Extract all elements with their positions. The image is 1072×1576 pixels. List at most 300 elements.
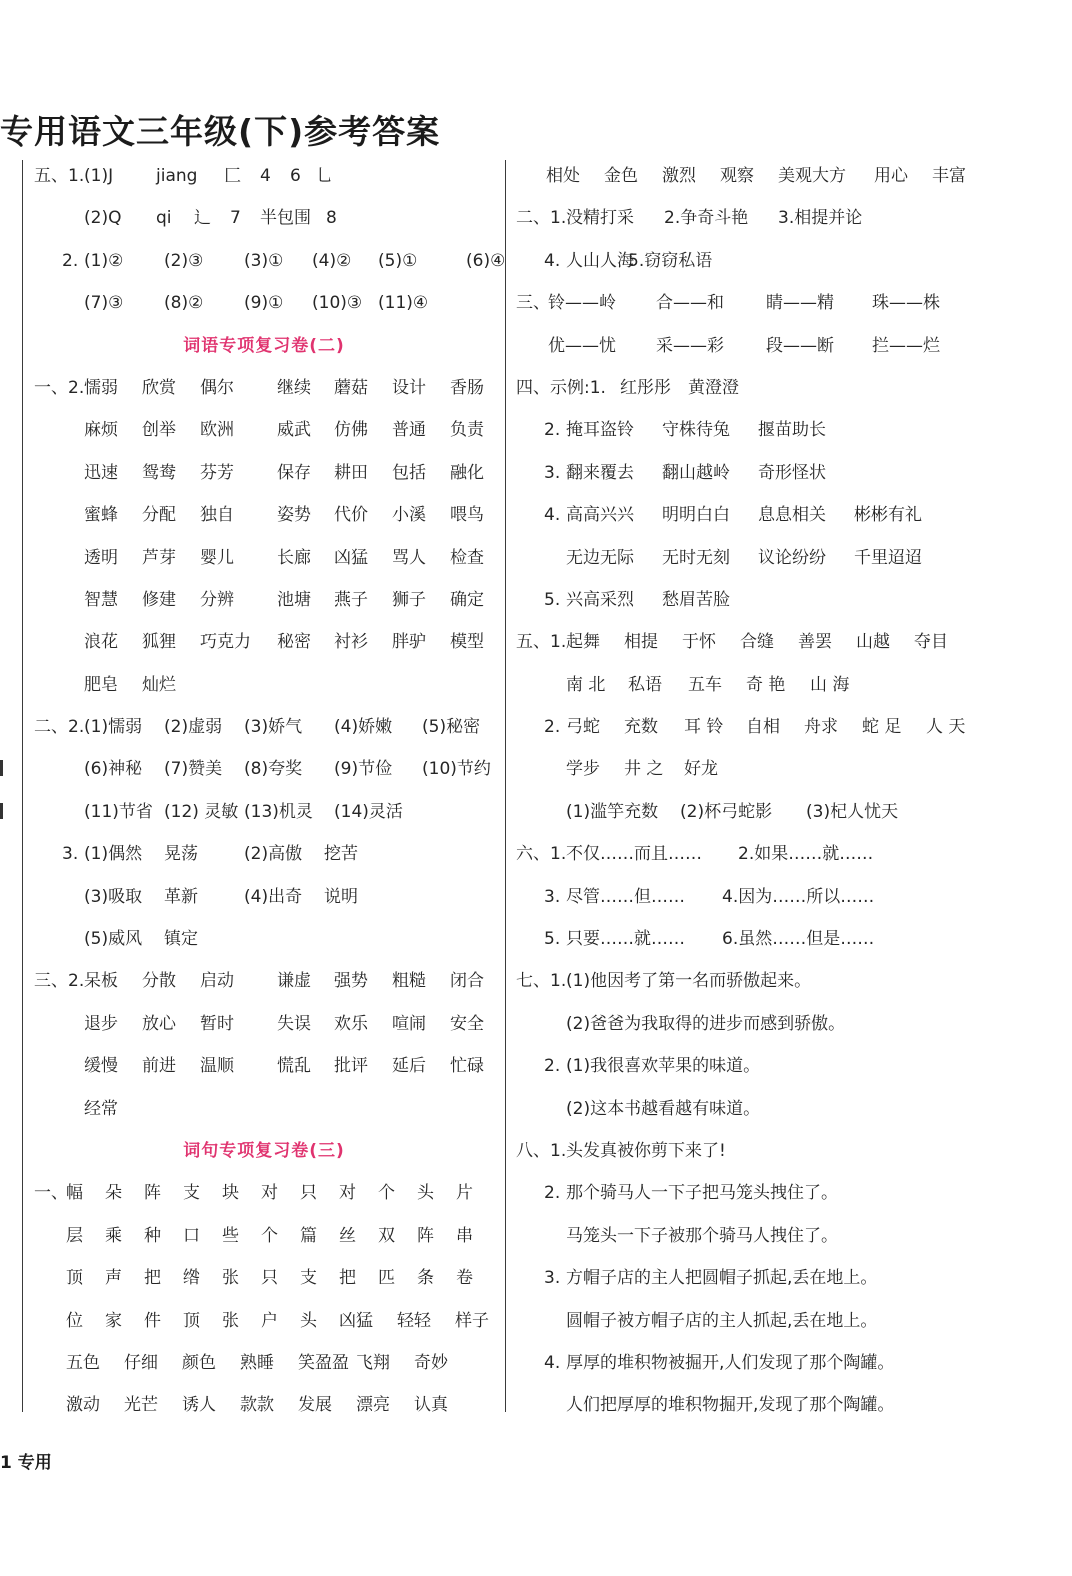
answer-line <box>34 409 494 451</box>
answer-item: 笑盈盈 <box>298 1352 349 1373</box>
question-label: 3. <box>62 844 79 865</box>
answer-item: 丝 <box>339 1225 356 1246</box>
answer-item: 分散 <box>142 971 176 992</box>
answer-line <box>516 1384 1056 1426</box>
answer-item: (10)③ <box>312 293 363 314</box>
answer-item: 顶 <box>66 1268 83 1289</box>
answer-line <box>34 621 494 663</box>
answer-item: 议论纷纷 <box>758 547 826 568</box>
answer-item: 懦弱 <box>84 377 118 398</box>
answer-item: 珠——株 <box>872 293 940 314</box>
answer-item: (2)爸爸为我取得的进步而感到骄傲。 <box>566 1013 846 1034</box>
answer-line <box>34 664 494 706</box>
answer-line <box>516 1045 1056 1087</box>
answer-item: 分配 <box>142 505 176 526</box>
answer-item: 诱人 <box>182 1395 216 1416</box>
answer-item: (1)② <box>84 250 124 271</box>
answer-item: 丰富 <box>932 166 966 186</box>
answer-line <box>516 1130 1056 1172</box>
answer-item: 发展 <box>298 1395 332 1416</box>
answer-item: 欢乐 <box>334 1013 368 1034</box>
answer-item: 对 <box>339 1183 356 1204</box>
answer-item: 位 <box>66 1310 83 1331</box>
answer-item: 厚厚的堆积物被掘开,人们发现了那个陶罐。 <box>566 1352 895 1373</box>
answer-item: 高高兴兴 <box>566 505 634 526</box>
answer-item: 晃荡 <box>164 844 198 865</box>
answer-item: 黄澄澄 <box>688 377 739 398</box>
answer-line <box>516 1300 1056 1342</box>
answer-item: 颜色 <box>182 1352 216 1373</box>
answer-item: (3)杞人忧天 <box>806 801 899 822</box>
answer-item: 匹 <box>378 1268 395 1289</box>
answer-line <box>34 494 494 536</box>
answer-item: 只 <box>261 1268 278 1289</box>
answer-line <box>516 1172 1056 1214</box>
answer-item: 延后 <box>392 1056 426 1077</box>
answer-item: 奇 艳 <box>746 674 786 695</box>
answer-item: 户 <box>261 1310 278 1331</box>
answer-item: 6 <box>290 166 301 186</box>
question-label: 一、2. <box>34 377 85 398</box>
answer-item: 山 海 <box>810 674 850 695</box>
answer-item: 融化 <box>450 462 484 483</box>
answer-item: qi <box>156 208 172 229</box>
answer-item: 浪花 <box>84 632 118 653</box>
answer-item: 分辨 <box>200 589 234 610</box>
answer-line <box>34 1342 494 1384</box>
answer-line <box>34 706 494 748</box>
answer-item: 鸳鸯 <box>142 462 176 483</box>
answer-item: 掩耳盗铃 <box>566 420 634 441</box>
question-label: 2. <box>544 717 561 738</box>
answer-item: 息息相关 <box>758 505 826 526</box>
answer-item: 芦芽 <box>142 547 176 568</box>
answer-item: (3)吸取 <box>84 886 143 907</box>
answer-line <box>516 918 1056 960</box>
answer-item: 6.虽然……但是…… <box>722 929 875 950</box>
answer-line <box>516 960 1056 1002</box>
answer-item: 辶 <box>194 208 211 229</box>
answer-item: 5.窃窃私语 <box>628 250 713 271</box>
answer-item: 卷 <box>456 1268 473 1289</box>
question-label: 4. <box>544 250 561 271</box>
answer-item: 片 <box>456 1183 473 1204</box>
answer-line <box>34 537 494 579</box>
answer-item: 谦虚 <box>277 971 311 992</box>
answer-item: (7)赞美 <box>164 759 223 780</box>
answer-item: (1)他因考了第一名而骄傲起来。 <box>566 971 812 992</box>
answer-item: 4.因为……所以…… <box>722 886 875 907</box>
answer-item: 些 <box>222 1225 239 1246</box>
answer-line <box>34 155 494 197</box>
answer-item: 合缝 <box>740 632 774 653</box>
question-label: 4. <box>544 1352 561 1373</box>
answer-item: 胖驴 <box>392 632 426 653</box>
answer-item: 合——和 <box>656 293 724 314</box>
answer-item: 守株待兔 <box>662 420 730 441</box>
section-heading: 词句专项复习卷(三) <box>183 1140 345 1161</box>
answer-item: 修建 <box>142 589 176 610</box>
answer-item: (4)娇嫩 <box>334 717 393 738</box>
answer-line <box>34 833 494 875</box>
answer-item: 揠苗助长 <box>758 420 826 441</box>
answer-item: 2.如果……就…… <box>738 844 874 865</box>
answer-item: 南 北 <box>566 674 606 695</box>
answer-line <box>516 748 1056 790</box>
answer-item: (1)我很喜欢苹果的味道。 <box>566 1056 761 1077</box>
answer-item: 串 <box>456 1225 473 1246</box>
answer-line <box>34 1384 494 1426</box>
answer-item: 充数 <box>624 717 658 738</box>
answer-item: (1)偶然 <box>84 844 143 865</box>
answer-item: 革新 <box>164 886 198 907</box>
answer-item: 燕子 <box>334 589 368 610</box>
question-label: 5. <box>544 589 561 610</box>
answer-item: 只 <box>300 1183 317 1204</box>
answer-item: 尽管……但…… <box>566 886 685 907</box>
answer-item: 睛——精 <box>766 293 834 314</box>
answer-item: 仔细 <box>124 1352 158 1373</box>
answer-item: 忙碌 <box>450 1056 484 1077</box>
answer-line <box>516 494 1056 536</box>
answer-item: 闭合 <box>450 971 484 992</box>
answer-item: (10)节约 <box>422 759 491 780</box>
answer-item: 把 <box>144 1268 161 1289</box>
answer-item: 私语 <box>628 674 662 695</box>
answer-item: (2)这本书越看越有味道。 <box>566 1098 761 1119</box>
answer-item: 支 <box>300 1268 317 1289</box>
question-label: 五、1. <box>34 166 85 186</box>
answer-item: 小溪 <box>392 505 426 526</box>
answer-item: 头发真被你剪下来了! <box>566 1140 726 1161</box>
answer-line <box>516 452 1056 494</box>
answer-item: (9)节俭 <box>334 759 393 780</box>
answer-line <box>34 918 494 960</box>
question-label: 五、1. <box>516 632 567 653</box>
answer-item: 乚 <box>316 166 333 186</box>
answer-item: 段——断 <box>766 335 834 356</box>
answer-item: 铃——岭 <box>548 293 616 314</box>
answer-item: (6)④ <box>466 250 506 271</box>
answer-line <box>34 1215 494 1257</box>
answer-item: 蛇 足 <box>862 717 902 738</box>
answer-item: 头 <box>300 1310 317 1331</box>
left-column <box>34 155 506 1427</box>
question-label: 四、示例:1. <box>516 377 606 398</box>
answer-line <box>516 240 1056 282</box>
answer-item: 把 <box>339 1268 356 1289</box>
question-label: 一、 <box>34 1183 68 1204</box>
answer-item: 个 <box>378 1183 395 1204</box>
margin-mark <box>0 803 3 819</box>
answer-item: 种 <box>144 1225 161 1246</box>
answer-item: 层 <box>66 1225 83 1246</box>
question-label: 3. <box>544 462 561 483</box>
answer-item: 说明 <box>324 886 358 907</box>
answer-item: 批评 <box>334 1056 368 1077</box>
answer-item: 五车 <box>688 674 722 695</box>
section-heading: 词语专项复习卷(二) <box>183 335 345 356</box>
answer-item: (9)① <box>244 293 284 314</box>
answer-line <box>34 240 506 282</box>
answer-item: (4)② <box>312 250 352 271</box>
answer-line <box>516 282 1056 324</box>
answer-item: 马笼头一下子被那个骑马人拽住了。 <box>566 1225 838 1246</box>
answer-line <box>34 367 494 409</box>
answer-item: 欣赏 <box>142 377 176 398</box>
answer-item: 人们把厚厚的堆积物掘开,发现了那个陶罐。 <box>566 1395 895 1416</box>
answer-item: 块 <box>222 1183 239 1204</box>
answer-item: 拦——烂 <box>872 335 940 356</box>
answer-item: 肥皂 <box>84 674 118 695</box>
answer-item: 8 <box>326 208 337 229</box>
answer-item: 漂亮 <box>356 1395 390 1416</box>
answer-item: (3)娇气 <box>244 717 303 738</box>
answer-item: 幅 <box>66 1183 83 1204</box>
answer-item: 前进 <box>142 1056 176 1077</box>
answer-item: 张 <box>222 1310 239 1331</box>
answer-item: 狐狸 <box>142 632 176 653</box>
answer-item: 学步 <box>566 759 600 780</box>
question-label: 八、1. <box>516 1140 567 1161</box>
answer-item: (3)① <box>244 250 284 271</box>
answer-item: 耕田 <box>334 462 368 483</box>
answer-item: 3.相提并论 <box>778 208 863 229</box>
answer-item: 池塘 <box>277 589 311 610</box>
answer-item: 蘑菇 <box>334 377 368 398</box>
answer-item: 只要……就…… <box>566 929 685 950</box>
answer-item: (2)③ <box>164 250 204 271</box>
question-label: 二、1. <box>516 208 567 229</box>
answer-item: 衬衫 <box>334 632 368 653</box>
answer-line <box>34 791 494 833</box>
answer-item: 无时无刻 <box>662 547 730 568</box>
answer-item: 独自 <box>200 505 234 526</box>
answer-item: 个 <box>261 1225 278 1246</box>
answer-item: 透明 <box>84 547 118 568</box>
answer-line <box>34 1300 494 1342</box>
answer-item: 井 之 <box>624 759 664 780</box>
left-margin-rule <box>22 160 23 1412</box>
answer-item: 包括 <box>392 462 426 483</box>
question-label: 三、 <box>516 293 550 314</box>
answer-item: 熟睡 <box>240 1352 274 1373</box>
answer-item: 于怀 <box>682 632 716 653</box>
answer-line <box>34 748 494 790</box>
answer-item: 负责 <box>450 420 484 441</box>
answer-item: 采——彩 <box>656 335 724 356</box>
answer-item: (6)神秘 <box>84 759 143 780</box>
page-title: 专用语文三年级(下)参考答案 <box>0 112 441 151</box>
answer-item: 智慧 <box>84 589 118 610</box>
answer-line <box>34 1045 494 1087</box>
answer-line <box>516 876 1056 918</box>
answer-item: 人山人海 <box>566 250 634 271</box>
answer-item: 半包围 <box>260 208 311 229</box>
answer-item: 激动 <box>66 1395 100 1416</box>
answer-line <box>516 197 1056 239</box>
question-label: 4. <box>544 505 561 526</box>
question-label: 2. <box>544 420 561 441</box>
answer-line <box>34 579 494 621</box>
answer-item: 五色 <box>66 1352 100 1373</box>
answer-item: 金色 <box>604 166 638 186</box>
answer-item: 彬彬有礼 <box>854 505 922 526</box>
answer-item: 善罢 <box>798 632 832 653</box>
answer-item: 条 <box>417 1268 434 1289</box>
question-label: 三、2. <box>34 971 85 992</box>
answer-line <box>516 621 1056 663</box>
answer-item: 对 <box>261 1183 278 1204</box>
answer-item: 相提 <box>624 632 658 653</box>
answer-item: 圆帽子被方帽子店的主人抓起,丢在地上。 <box>566 1310 878 1331</box>
answer-item: 婴儿 <box>200 547 234 568</box>
answer-item: 威武 <box>277 420 311 441</box>
answer-item: (11)节省 <box>84 801 153 822</box>
answer-item: 确定 <box>450 589 484 610</box>
answer-item: 夺目 <box>914 632 948 653</box>
answer-item: 放心 <box>142 1013 176 1034</box>
answer-item: 慌乱 <box>277 1056 311 1077</box>
answer-item: 声 <box>105 1268 122 1289</box>
answer-item: 兴高采烈 <box>566 589 634 610</box>
answer-line <box>516 791 1056 833</box>
answer-item: 乘 <box>105 1225 122 1246</box>
answer-item: 保存 <box>277 462 311 483</box>
answer-item: 挖苦 <box>324 844 358 865</box>
answer-item: 弓蛇 <box>566 717 600 738</box>
answer-item: 强势 <box>334 971 368 992</box>
answer-item: 镇定 <box>164 929 198 950</box>
answer-line <box>516 1215 1056 1257</box>
answer-item: 愁眉苦脸 <box>662 589 730 610</box>
answer-item: 飞翔 <box>356 1352 390 1373</box>
answer-item: (2)高傲 <box>244 844 303 865</box>
answer-item: 口 <box>183 1225 200 1246</box>
answer-item: 粗糙 <box>392 971 426 992</box>
answer-item: jiang <box>156 166 198 186</box>
answer-item: 7 <box>230 208 241 229</box>
question-label: 二、2. <box>34 717 85 738</box>
answer-item: 家 <box>105 1310 122 1331</box>
column-divider <box>505 160 506 1412</box>
answer-item: 灿烂 <box>142 674 176 695</box>
answer-item: 不仅……而且…… <box>566 844 702 865</box>
answer-line <box>34 1088 494 1130</box>
answer-item: 美观大方 <box>778 166 846 186</box>
answer-item: (1)J <box>84 166 114 186</box>
answer-item: 仿佛 <box>334 420 368 441</box>
answer-item: 奇妙 <box>414 1352 448 1373</box>
answer-line <box>34 1003 494 1045</box>
question-label: 六、1. <box>516 844 567 865</box>
answer-item: 篇 <box>300 1225 317 1246</box>
answer-item: 设计 <box>392 377 426 398</box>
answer-item: 模型 <box>450 632 484 653</box>
answer-item: 呆板 <box>84 971 118 992</box>
answer-line <box>34 960 494 1002</box>
question-label: 2. <box>62 250 79 271</box>
answer-item: 缓慢 <box>84 1056 118 1077</box>
answer-item: 麻烦 <box>84 420 118 441</box>
answer-item: 喧闹 <box>392 1013 426 1034</box>
answer-item: 2.争奇斗艳 <box>664 208 749 229</box>
answer-item: (14)灵活 <box>334 801 403 822</box>
question-label: 2. <box>544 1183 561 1204</box>
answer-line <box>516 1257 1056 1299</box>
answer-line <box>34 452 494 494</box>
answer-line <box>516 664 1056 706</box>
answer-item: 光芒 <box>124 1395 158 1416</box>
answer-item: (2)虚弱 <box>164 717 223 738</box>
answer-item: (12) 灵敏 <box>164 801 239 822</box>
answer-item: 巧克力 <box>200 632 251 653</box>
answer-item: 骂人 <box>392 547 426 568</box>
answer-item: 偶尔 <box>200 377 234 398</box>
answer-item: 长廊 <box>277 547 311 568</box>
answer-item: 翻来覆去 <box>566 462 634 483</box>
answer-line <box>516 706 1056 748</box>
answer-item: (7)③ <box>84 293 124 314</box>
answer-item: (5)秘密 <box>422 717 481 738</box>
answer-item: 支 <box>183 1183 200 1204</box>
answer-line <box>34 1172 494 1214</box>
answer-item: 继续 <box>277 377 311 398</box>
answer-item: 双 <box>378 1225 395 1246</box>
answer-item: 头 <box>417 1183 434 1204</box>
answer-item: 姿势 <box>277 505 311 526</box>
answer-item: 认真 <box>414 1395 448 1416</box>
answer-line <box>516 1088 1056 1130</box>
answer-item: 凶猛 <box>339 1310 373 1331</box>
answer-item: 蜜蜂 <box>84 505 118 526</box>
answer-item: 启动 <box>200 971 234 992</box>
answer-item: (5)威风 <box>84 929 143 950</box>
answer-item: 张 <box>222 1268 239 1289</box>
answer-item: 起舞 <box>566 632 600 653</box>
answer-item: 明明白白 <box>662 505 730 526</box>
answer-item: 顶 <box>183 1310 200 1331</box>
answer-item: 观察 <box>720 166 754 186</box>
answer-line <box>516 367 1056 409</box>
answer-item: (2)杯弓蛇影 <box>680 801 773 822</box>
answer-item: 安全 <box>450 1013 484 1034</box>
answer-item: 失误 <box>277 1013 311 1034</box>
answer-item: 样子 <box>455 1310 489 1331</box>
answer-item: 红彤彤 <box>620 377 671 398</box>
answer-item: (5)① <box>378 250 418 271</box>
answer-item: 件 <box>144 1310 161 1331</box>
answer-item: (8)② <box>164 293 204 314</box>
answer-line <box>516 1003 1056 1045</box>
answer-line <box>516 1342 1056 1384</box>
answer-line <box>516 833 1056 875</box>
answer-item: 激烈 <box>662 166 696 186</box>
answer-item: 迅速 <box>84 462 118 483</box>
answer-item: (11)④ <box>378 293 429 314</box>
answer-item: 方帽子店的主人把圆帽子抓起,丢在地上。 <box>566 1268 878 1289</box>
answer-item: 阵 <box>144 1183 161 1204</box>
answer-item: 凶猛 <box>334 547 368 568</box>
answer-item: 检查 <box>450 547 484 568</box>
answer-item: 创举 <box>142 420 176 441</box>
answer-item: 退步 <box>84 1013 118 1034</box>
answer-item: 山越 <box>856 632 890 653</box>
answer-item: 好龙 <box>684 759 718 780</box>
answer-item: 奇形怪状 <box>758 462 826 483</box>
page-footer: 1 专用 <box>0 1453 52 1473</box>
answer-item: 温顺 <box>200 1056 234 1077</box>
